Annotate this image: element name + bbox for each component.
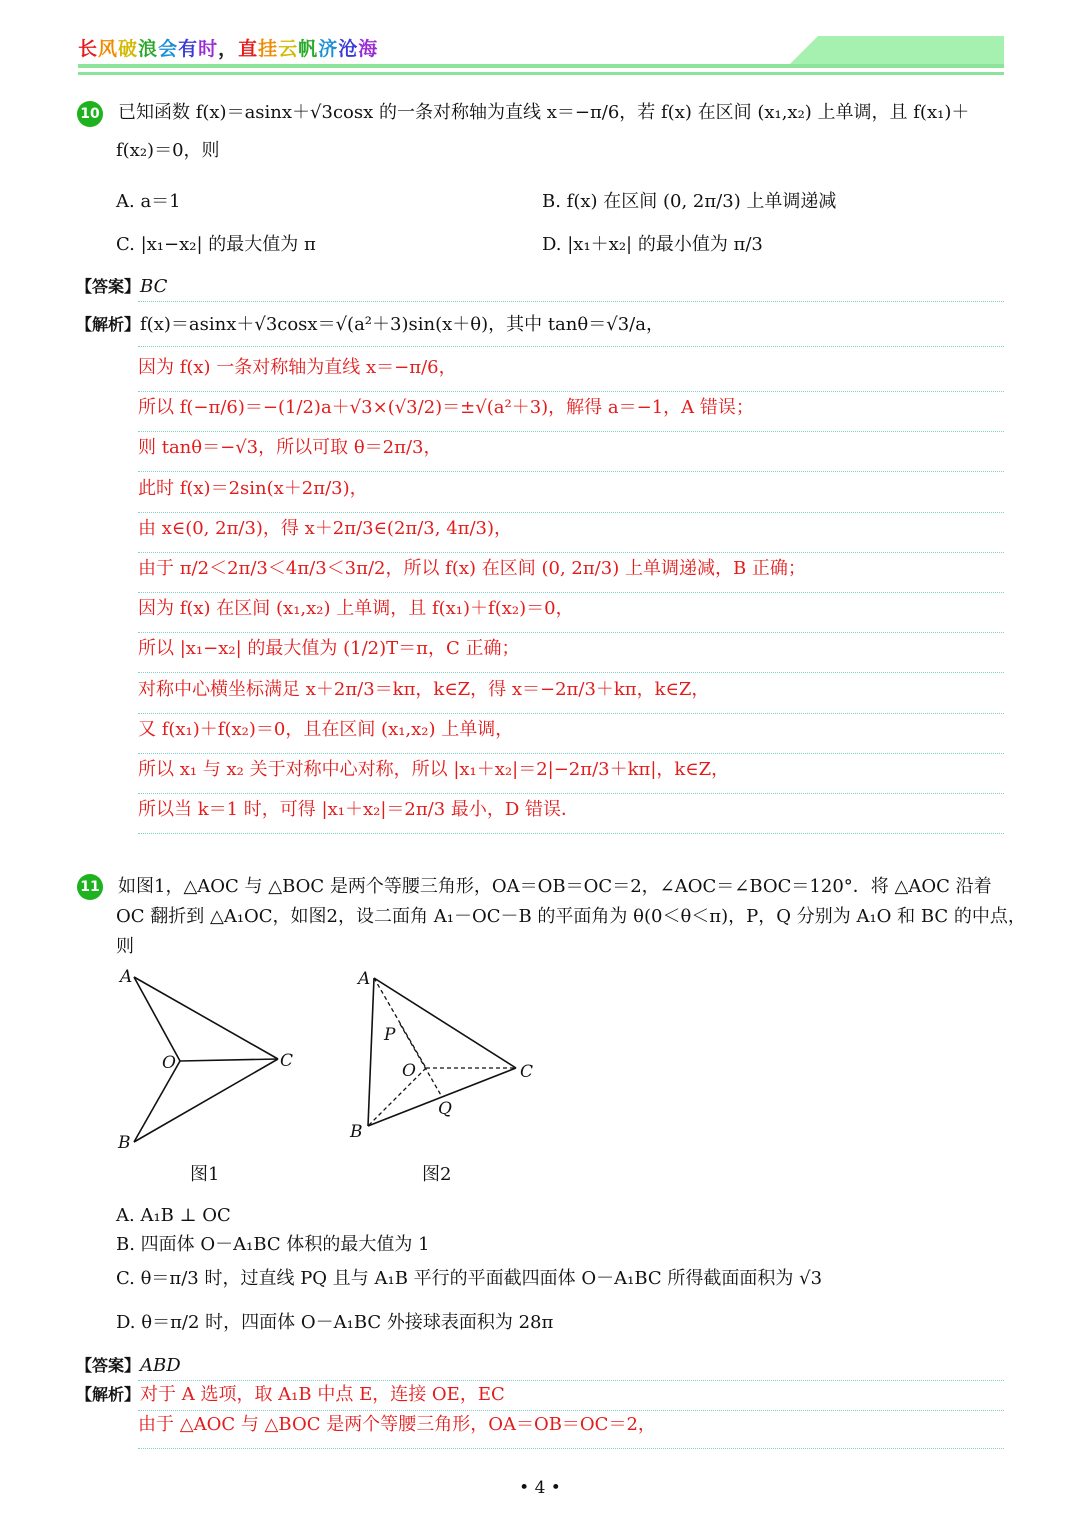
analysis-row bbox=[76, 314, 664, 336]
analysis-step: 所以 f(−π/6)＝−(1/2)a＋√3×(√3/2)＝±√(a²＋3)，解得 a＝−1，A 错误； bbox=[138, 397, 754, 419]
answer-value: ABD bbox=[140, 1355, 181, 1376]
analysis-step: 由 x∈(0, 2π/3)，得 x＋2π/3∈(2π/3, 4π/3)， bbox=[138, 517, 513, 539]
page-number: • 4 • bbox=[519, 1478, 561, 1498]
motto-char: 会 bbox=[158, 38, 179, 60]
rule bbox=[138, 753, 1004, 754]
question-stem: 则 bbox=[116, 936, 134, 957]
option-a: A. A₁B ⊥ OC bbox=[116, 1205, 231, 1226]
option-d: D. |x₁＋x₂| 的最小值为 π/3 bbox=[542, 234, 763, 255]
motto-char: 沧 bbox=[338, 38, 359, 60]
question-stem: f(x₂)＝0，则 bbox=[116, 140, 220, 161]
analysis-step: 此时 f(x)＝2sin(x＋2π/3)， bbox=[138, 477, 368, 499]
analysis-step: 所以 |x₁−x₂| 的最大值为 (1/2)T＝π，C 正确； bbox=[138, 638, 520, 660]
answer-label: 【答案】 bbox=[76, 277, 141, 296]
option-b: B. 四面体 O－A₁BC 体积的最大值为 1 bbox=[116, 1234, 430, 1255]
motto-char: 海 bbox=[358, 38, 379, 60]
analysis-step: 又 f(x₁)＋f(x₂)＝0，且在区间 (x₁,x₂) 上单调， bbox=[138, 718, 514, 740]
rule bbox=[138, 833, 1004, 834]
fig1-label-c: C bbox=[280, 1051, 294, 1071]
question-stem: OC 翻折到 △A₁OC，如图2，设二面角 A₁－OC－B 的平面角为 θ(0＜θ＜π)，P，Q 分别为 A₁O 和 BC 的中点， bbox=[116, 906, 1026, 927]
rule bbox=[138, 1380, 1004, 1381]
figure-1 bbox=[110, 962, 310, 1154]
fig2-label-p: P bbox=[384, 1025, 396, 1045]
motto-char: 挂 bbox=[258, 38, 279, 60]
figure-2 bbox=[340, 962, 545, 1147]
motto-char: ， bbox=[218, 38, 239, 60]
option-d: D. θ＝π/2 时，四面体 O－A₁BC 外接球表面积为 28π bbox=[116, 1312, 554, 1333]
rule bbox=[138, 592, 1004, 593]
option-c: C. |x₁−x₂| 的最大值为 π bbox=[116, 234, 316, 255]
answer-row bbox=[76, 276, 167, 298]
question-stem: 已知函数 f(x)＝asinx＋√3cosx 的一条对称轴为直线 x＝−π/6，若 f(x) 在区间 (x₁,x₂) 上单调，且 f(x₁)＋ bbox=[118, 102, 970, 123]
motto-char: 有 bbox=[178, 38, 199, 60]
motto-char: 直 bbox=[238, 38, 259, 60]
header-rule bbox=[78, 64, 1004, 68]
header-rule-secondary bbox=[78, 72, 1004, 75]
analysis-label: 【解析】 bbox=[76, 315, 141, 334]
rule bbox=[138, 552, 1004, 553]
rule bbox=[138, 471, 1004, 472]
rule bbox=[138, 713, 1004, 714]
question-number-badge: 11 bbox=[77, 874, 103, 900]
question-number-badge: 10 bbox=[77, 101, 103, 127]
fig2-label-q: Q bbox=[438, 1099, 452, 1119]
figure-1-caption: 图1 bbox=[190, 1164, 220, 1185]
analysis-label: 【解析】 bbox=[76, 1385, 141, 1404]
motto-char: 时 bbox=[198, 38, 219, 60]
fig1-label-b: B bbox=[118, 1133, 131, 1153]
analysis-step: 由于 △AOC 与 △BOC 是两个等腰三角形，OA＝OB＝OC＝2， bbox=[138, 1414, 656, 1435]
analysis-step: 因为 f(x) 在区间 (x₁,x₂) 上单调，且 f(x₁)＋f(x₂)＝0， bbox=[138, 598, 574, 620]
analysis-step: 则 tanθ＝−√3，所以可取 θ＝2π/3， bbox=[138, 437, 442, 459]
option-a: A. a＝1 bbox=[116, 191, 181, 212]
motto-char: 济 bbox=[318, 38, 339, 60]
question-stem: 如图1，△AOC 与 △BOC 是两个等腰三角形，OA＝OB＝OC＝2，∠AOC＝∠BOC＝120°．将 △AOC 沿着 bbox=[118, 876, 992, 897]
motto-char: 帆 bbox=[298, 38, 319, 60]
figure-2-caption: 图2 bbox=[422, 1164, 452, 1185]
header-tab-shape bbox=[790, 36, 1004, 64]
rule bbox=[138, 793, 1004, 794]
rule bbox=[138, 672, 1004, 673]
fig1-label-o: O bbox=[162, 1053, 176, 1073]
fig1-label-a: A bbox=[120, 967, 133, 987]
analysis-step: 所以当 k＝1 时，可得 |x₁＋x₂|＝2π/3 最小，D 错误． bbox=[138, 799, 580, 821]
analysis-step: 所以 x₁ 与 x₂ 关于对称中心对称，所以 |x₁＋x₂|＝2|−2π/3＋kπ|，k∈Z， bbox=[138, 759, 730, 780]
rule bbox=[138, 301, 1004, 302]
fig2-label-a: A bbox=[358, 969, 371, 989]
analysis-step: 由于 π/2＜2π/3＜4π/3＜3π/2，所以 f(x) 在区间 (0, 2π/3) 上单调递减，B 正确； bbox=[138, 558, 806, 579]
fig2-label-o: O bbox=[402, 1061, 416, 1081]
rule bbox=[138, 1448, 1004, 1449]
option-c: C. θ＝π/3 时，过直线 PQ 且与 A₁B 平行的平面截四面体 O－A₁BC 所得截面面积为 √3 bbox=[116, 1268, 823, 1289]
motto-char: 浪 bbox=[138, 38, 159, 60]
motto-char: 长 bbox=[78, 38, 99, 60]
rule bbox=[138, 431, 1004, 432]
header-motto bbox=[78, 34, 378, 61]
answer-row bbox=[76, 1355, 181, 1377]
answer-value: BC bbox=[140, 276, 168, 297]
option-b: B. f(x) 在区间 (0, 2π/3) 上单调递减 bbox=[542, 191, 837, 212]
analysis-row bbox=[76, 1384, 505, 1406]
analysis-step: 因为 f(x) 一条对称轴为直线 x＝−π/6， bbox=[138, 357, 457, 378]
rule bbox=[138, 512, 1004, 513]
motto-char: 破 bbox=[118, 38, 139, 60]
motto-char: 云 bbox=[278, 38, 299, 60]
motto-char: 风 bbox=[98, 38, 119, 60]
fig2-label-c: C bbox=[520, 1062, 534, 1082]
fig2-label-b: B bbox=[350, 1122, 363, 1142]
rule bbox=[138, 391, 1004, 392]
analysis-text: 对于 A 选项，取 A₁B 中点 E，连接 OE，EC bbox=[140, 1384, 505, 1405]
rule bbox=[138, 346, 1004, 347]
answer-label: 【答案】 bbox=[76, 1356, 141, 1375]
rule bbox=[138, 632, 1004, 633]
rule bbox=[138, 1410, 1004, 1411]
analysis-step: 对称中心横坐标满足 x＋2π/3＝kπ，k∈Z，得 x＝−2π/3＋kπ，k∈Z， bbox=[138, 678, 710, 700]
analysis-text: f(x)＝asinx＋√3cosx＝√(a²＋3)sin(x＋θ)，其中 tanθ＝√3/a， bbox=[140, 314, 664, 335]
